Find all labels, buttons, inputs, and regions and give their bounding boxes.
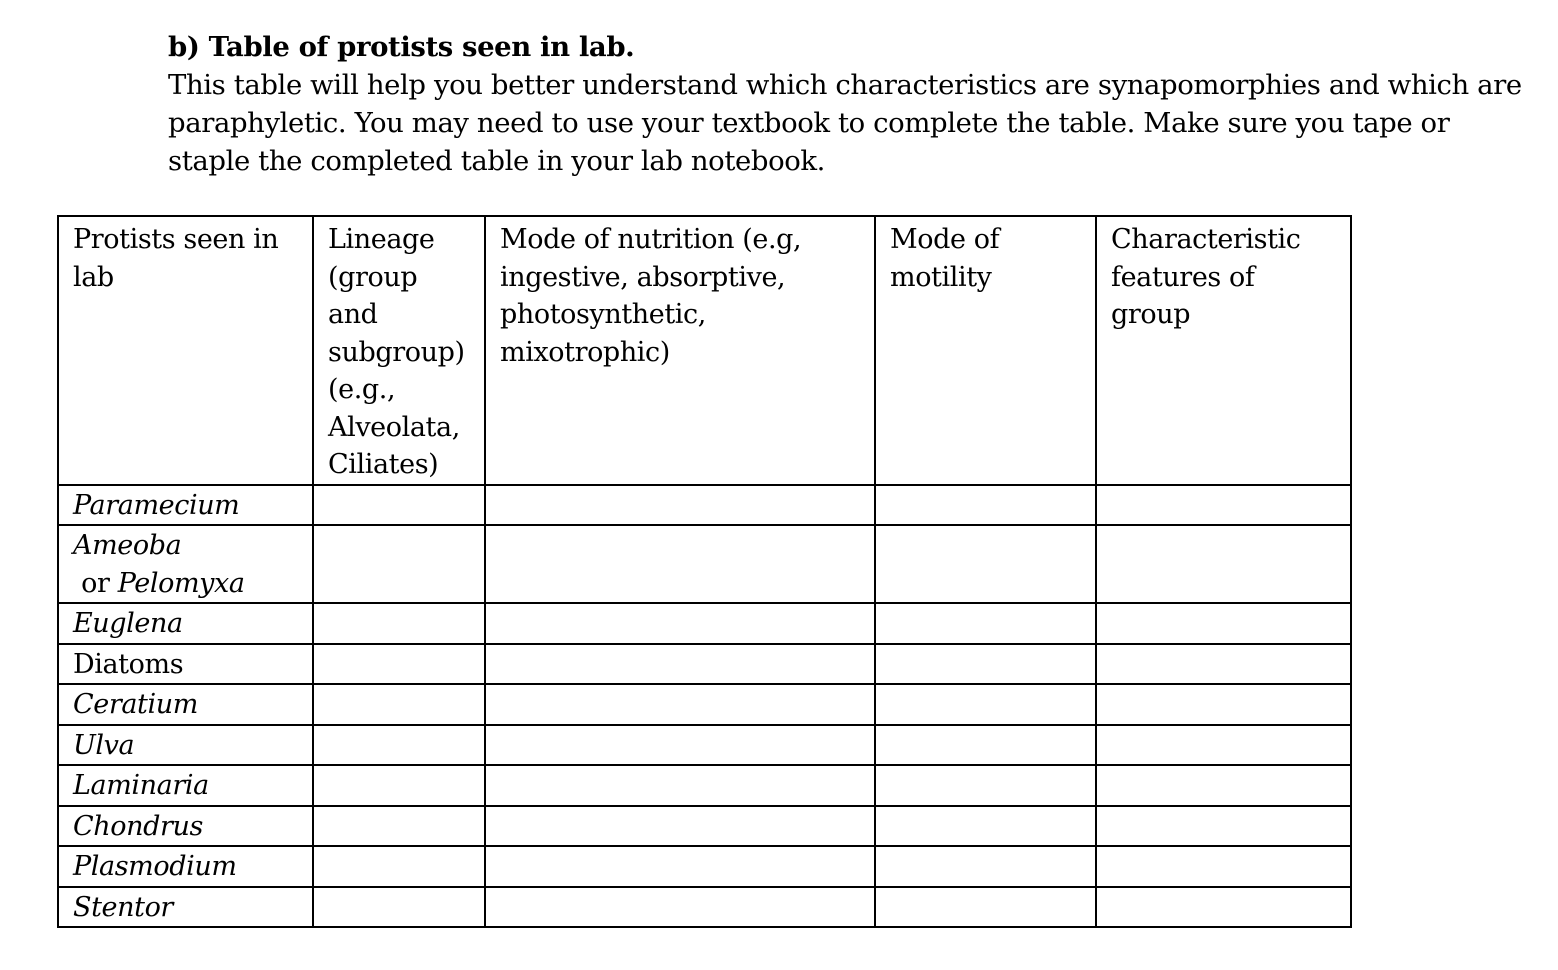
header-nutrition: Mode of nutrition (e.g, ingestive, absorptive, photosynthetic, mixotrophic): [485, 216, 875, 485]
table-row: [58, 846, 1351, 887]
organism-name: Euglena: [73, 608, 183, 639]
organism-cell: [58, 806, 313, 847]
features-cell[interactable]: [1096, 644, 1351, 685]
section-title: b) Table of protists seen in lab.: [168, 31, 635, 63]
nutrition-cell[interactable]: [485, 644, 875, 685]
instructions-text: This table will help you better understand which characteristics are synapomorphies and which are paraphyletic. You may need to use your textbook to complete the table. Make sure you tape or staple the completed table in your lab notebook.: [168, 69, 1522, 177]
organism-name: Plasmodium: [73, 851, 237, 882]
lineage-cell[interactable]: [313, 765, 485, 806]
table-row: [58, 603, 1351, 644]
lineage-cell[interactable]: [313, 846, 485, 887]
organism-name: Ulva: [73, 729, 135, 761]
lineage-cell[interactable]: [313, 525, 485, 603]
lineage-cell[interactable]: [313, 887, 485, 928]
organism-cell: [58, 603, 313, 644]
features-cell[interactable]: [1096, 846, 1351, 887]
organism-name: Ceratium: [73, 689, 198, 720]
table-row: [58, 684, 1351, 725]
organism-cell: [58, 485, 313, 526]
nutrition-cell[interactable]: [485, 603, 875, 644]
features-cell[interactable]: [1096, 485, 1351, 526]
nutrition-cell[interactable]: [485, 485, 875, 526]
features-cell[interactable]: [1096, 684, 1351, 725]
features-cell[interactable]: [1096, 887, 1351, 928]
organism-name: Stentor: [73, 891, 173, 923]
table-row: [58, 485, 1351, 526]
motility-cell[interactable]: [875, 603, 1096, 644]
features-cell[interactable]: [1096, 806, 1351, 847]
motility-cell[interactable]: [875, 684, 1096, 725]
table-row: [58, 765, 1351, 806]
lineage-cell[interactable]: [313, 806, 485, 847]
motility-cell[interactable]: [875, 644, 1096, 685]
nutrition-cell[interactable]: [485, 525, 875, 603]
motility-cell[interactable]: [875, 525, 1096, 603]
table-row: [58, 525, 1351, 603]
header-features: Characteristic features of group: [1096, 216, 1351, 485]
features-cell[interactable]: [1096, 725, 1351, 766]
motility-cell[interactable]: [875, 765, 1096, 806]
motility-cell[interactable]: [875, 806, 1096, 847]
organism-name-alt: Pelomyxa: [117, 567, 245, 599]
lineage-cell[interactable]: [313, 603, 485, 644]
nutrition-cell[interactable]: [485, 725, 875, 766]
instructions-block: [168, 28, 1538, 180]
organism-cell: [58, 684, 313, 725]
organism-connector: or: [73, 567, 118, 599]
organism-cell: [58, 887, 313, 928]
organism-name: Laminaria: [73, 770, 209, 801]
organism-name: Diatoms: [73, 648, 184, 680]
lineage-cell[interactable]: [313, 644, 485, 685]
header-protists: Protists seen in lab: [58, 216, 313, 485]
features-cell[interactable]: [1096, 765, 1351, 806]
nutrition-cell[interactable]: [485, 846, 875, 887]
nutrition-cell[interactable]: [485, 765, 875, 806]
header-row: [58, 216, 1351, 485]
organism-cell: [58, 525, 313, 603]
organism-cell: [58, 765, 313, 806]
protists-table: [57, 215, 1352, 928]
organism-cell: [58, 644, 313, 685]
table-row: [58, 887, 1351, 928]
lineage-cell[interactable]: [313, 684, 485, 725]
table-row: [58, 725, 1351, 766]
nutrition-cell[interactable]: [485, 806, 875, 847]
nutrition-cell[interactable]: [485, 887, 875, 928]
lineage-cell[interactable]: [313, 725, 485, 766]
organism-name: Ameoba: [73, 530, 182, 561]
features-cell[interactable]: [1096, 603, 1351, 644]
motility-cell[interactable]: [875, 887, 1096, 928]
organism-name: Chondrus: [73, 810, 203, 842]
header-lineage: Lineage (group and subgroup) (e.g., Alveolata, Ciliates): [313, 216, 485, 485]
motility-cell[interactable]: [875, 846, 1096, 887]
organism-cell: [58, 725, 313, 766]
lineage-cell[interactable]: [313, 485, 485, 526]
organism-name: Paramecium: [73, 489, 240, 521]
nutrition-cell[interactable]: [485, 684, 875, 725]
features-cell[interactable]: [1096, 525, 1351, 603]
header-motility: Mode of motility: [875, 216, 1096, 485]
table-row: [58, 644, 1351, 685]
organism-cell: [58, 846, 313, 887]
motility-cell[interactable]: [875, 485, 1096, 526]
motility-cell[interactable]: [875, 725, 1096, 766]
table-row: [58, 806, 1351, 847]
